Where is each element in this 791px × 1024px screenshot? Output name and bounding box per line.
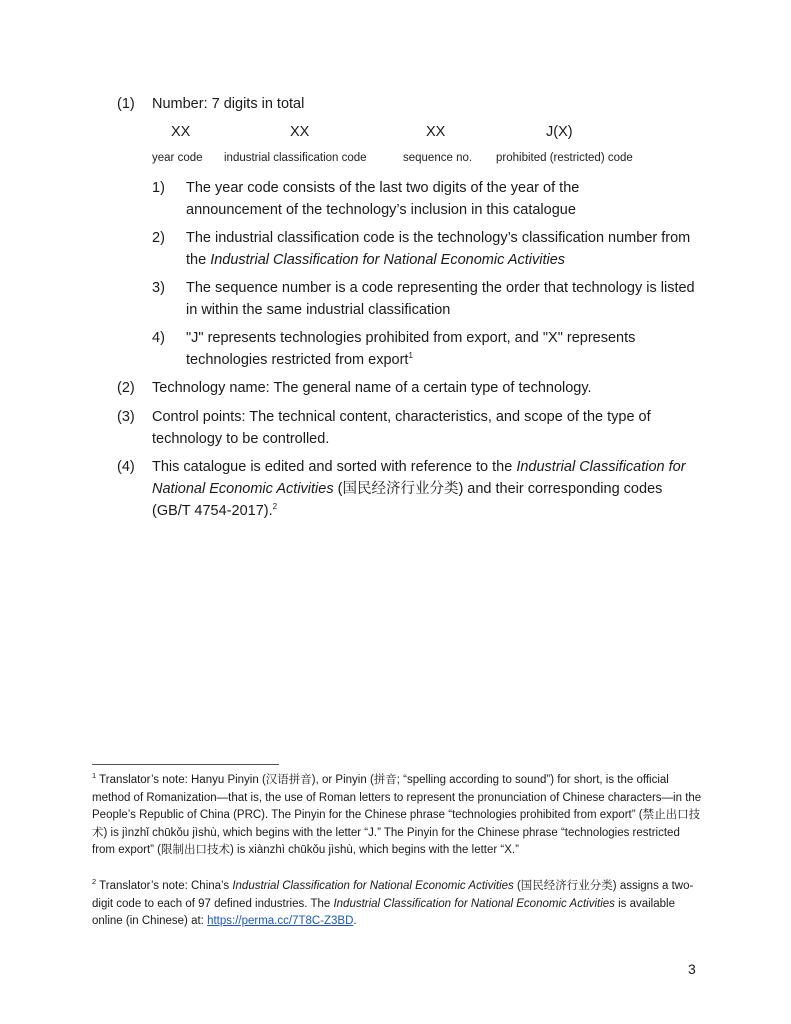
code-part-restriction: J(X) [546, 124, 573, 140]
code-label-sequence: sequence no. [403, 152, 473, 164]
subitem-text-plain: The industrial classification code is the technology’s classification number from the [186, 230, 691, 268]
list-marker: (4) [117, 459, 135, 475]
subitem-text: The year code consists of the last two digits of the year of the announcement of the technology’s inclusion in this catalogue [186, 180, 580, 218]
footnote-text: . [353, 915, 357, 927]
code-label-year: year code [152, 152, 203, 164]
footnote-text: Translator’s note: China’s [99, 880, 233, 892]
subitem-marker: 2) [152, 230, 165, 246]
list-item-text: Control points: The technical content, characteristics, and scope of the type of technology to be controlled. [152, 409, 651, 447]
code-label-restriction: prohibited (restricted) code [496, 152, 633, 164]
list-marker: (2) [117, 380, 135, 396]
list-marker: (3) [117, 409, 135, 425]
footnote-number: 2 [92, 877, 97, 887]
footnote-text: Translator’s note: Hanyu Pinyin (汉语拼音), or Pinyin (拼音; “spelling according to sound”) for short, is the official method of Romanization—that is, the use of Roman letters to represent the pronunciation of Chinese characters—in the People’s Republic of China (PRC). The Pinyin for the Chinese phrase “technologies prohibited from export” (禁止出口技术) is jìnzhǐ chūkǒu jìshù, which begins with the letter “J.” The Pinyin for the Chinese phrase “technologies restricted from export” (限制出口技术) is xiànzhì chūkǒu jìshù, which begins with the letter “X.” [92, 774, 702, 856]
subitem-text: The sequence number is a code representing the order that technology is listed in within the same industrial classification [186, 280, 695, 318]
footnote-text: is available online (in Chinese) at: [92, 897, 675, 927]
list-item-text-title: Industrial Classification for National Economic Activities [152, 459, 686, 497]
list-item-text [152, 456, 704, 522]
subitem-marker: 1) [152, 180, 165, 196]
footnote-title: Industrial Classification for National Economic Activities [232, 880, 514, 892]
footnote-divider [92, 764, 279, 765]
list-item-text: Technology name: The general name of a certain type of technology. [152, 380, 592, 396]
footnote-ref-2[interactable]: 2 [272, 502, 278, 512]
subitem-text-title: Industrial Classification for National Economic Activities [210, 252, 566, 268]
subitem-text [186, 227, 706, 271]
perma-link[interactable]: https://perma.cc/7T8C-Z3BD [207, 915, 354, 927]
list-item-text-plain: (国民经济行业分类) and their corresponding codes (GB/T 4754-2017). [152, 481, 663, 519]
footnote-ref-1[interactable]: 1 [408, 351, 413, 361]
footnote-text: (国民经济行业分类) assigns a two-digit code to each of 97 defined industries. The [92, 880, 694, 910]
code-part-sequence: XX [426, 124, 446, 140]
subitem-marker: 4) [152, 330, 165, 346]
list-item-text: Number: 7 digits in total [152, 96, 305, 112]
list-marker: (1) [117, 96, 135, 112]
code-part-year: XX [171, 124, 191, 140]
subitem-text [186, 327, 686, 371]
subitem-text-plain: "J" represents technologies prohibited from export, and "X" represents technologies restricted from export [186, 330, 636, 368]
code-part-industry: XX [290, 124, 310, 140]
page-number: 3 [688, 961, 696, 977]
footnote-1 [92, 772, 704, 860]
code-label-industry: industrial classification code [224, 152, 367, 164]
footnote-number: 1 [92, 771, 97, 781]
footnote-2 [92, 878, 704, 931]
subitem-marker: 3) [152, 280, 165, 296]
footnote-title: Industrial Classification for National Economic Activities [333, 897, 615, 910]
list-item-text-plain: This catalogue is edited and sorted with reference to the [152, 459, 517, 475]
